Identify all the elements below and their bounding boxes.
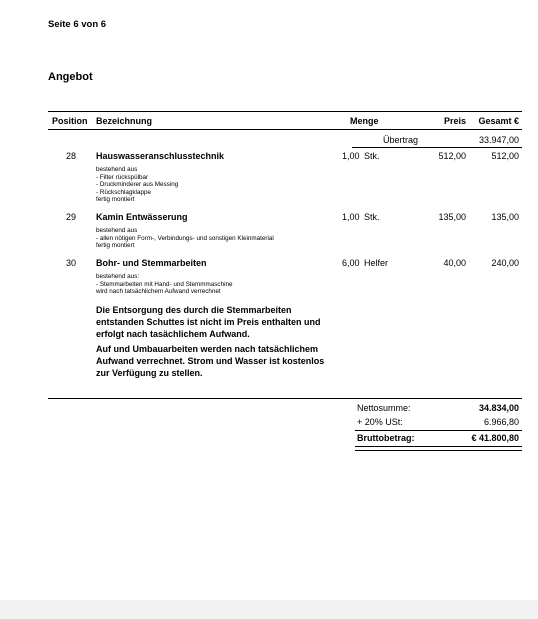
detail-line: - Rückschlagklappe: [96, 188, 151, 196]
item-details: [96, 227, 274, 250]
viewer-background: [0, 600, 538, 619]
item-name: Kamin Entwässerung: [96, 212, 188, 222]
table-top-rule: [48, 111, 522, 112]
detail-line: bestehend aus: [96, 166, 138, 173]
item-quantity: 6,00: [342, 258, 360, 268]
item-name: Bohr- und Stemmarbeiten: [96, 258, 207, 268]
item-details: [96, 166, 178, 204]
item-price: 40,00: [443, 258, 466, 268]
brutto-double-rule: [355, 446, 522, 451]
detail-line: - Filter rückspülbar: [96, 173, 149, 181]
detail-line: - allen nötigen Form-, Verbindungs- und sonstigen Kleinmaterial: [96, 234, 274, 242]
item-quantity: 1,00: [342, 151, 360, 161]
ust-label: + 20% USt:: [357, 417, 403, 427]
col-header-gesamt: Gesamt €: [478, 116, 519, 126]
detail-line: bestehend aus: [96, 227, 138, 234]
detail-line: fertig montiert: [96, 242, 135, 250]
uebertrag-rule: [352, 147, 522, 148]
uebertrag-value: 33.947,00: [478, 135, 519, 145]
item-unit: Stk.: [364, 212, 380, 222]
item-position: 29: [66, 212, 77, 222]
item-name: Hauswasseranschlusstechnik: [96, 151, 225, 161]
detail-line: bestehend aus:: [96, 273, 140, 280]
netto-label: Nettosumme:: [357, 403, 411, 413]
detail-line: - Druckminderer aus Messing: [96, 181, 179, 189]
table-bottom-rule: [48, 398, 522, 399]
item-price: 135,00: [438, 212, 466, 222]
item-position: 30: [66, 258, 77, 268]
item-total: 240,00: [491, 258, 519, 268]
col-header-preis: Preis: [443, 116, 466, 126]
uebertrag-label: Übertrag: [383, 135, 419, 145]
item-unit: Helfer: [364, 258, 389, 268]
table-header-rule: [48, 129, 522, 130]
col-header-menge: Menge: [350, 116, 379, 126]
item-total: 512,00: [491, 151, 519, 161]
item-quantity: 1,00: [342, 212, 360, 222]
item-position: 28: [66, 151, 77, 161]
netto-value: 34.834,00: [478, 403, 519, 413]
col-header-position: Position: [52, 116, 88, 126]
note-effort: Auf und Umbauarbeiten werden nach tatsächlichem Aufwand verrechnet. Strom und Wasser ist kostenlos zur Verfügung zu stellen.: [96, 344, 325, 378]
totals-rule: [355, 430, 522, 431]
item-details: [96, 273, 232, 296]
note-disposal: Die Entsorgung des durch die Stemmarbeiten entstanden Schuttes ist nicht im Preis enthalten und erfolgt nach tasächlichem Aufwand.: [96, 305, 321, 339]
brutto-label: Bruttobetrag:: [357, 433, 415, 443]
item-total: 135,00: [491, 212, 519, 222]
col-header-bezeichnung: Bezeichnung: [96, 116, 153, 126]
brutto-value: € 41.800,80: [471, 433, 519, 443]
item-unit: Stk.: [364, 151, 380, 161]
ust-value: 6.966,80: [483, 417, 519, 427]
detail-line: - Stemmarbeiten mit Hand- und Stemmmaschine: [96, 280, 233, 288]
document-title: Angebot: [48, 71, 93, 83]
detail-line: fertig montiert: [96, 196, 135, 204]
page-number: Seite 6 von 6: [48, 19, 107, 30]
detail-line: wird nach tatsächlichem Aufwand verrechnet: [96, 288, 221, 296]
item-price: 512,00: [438, 151, 466, 161]
